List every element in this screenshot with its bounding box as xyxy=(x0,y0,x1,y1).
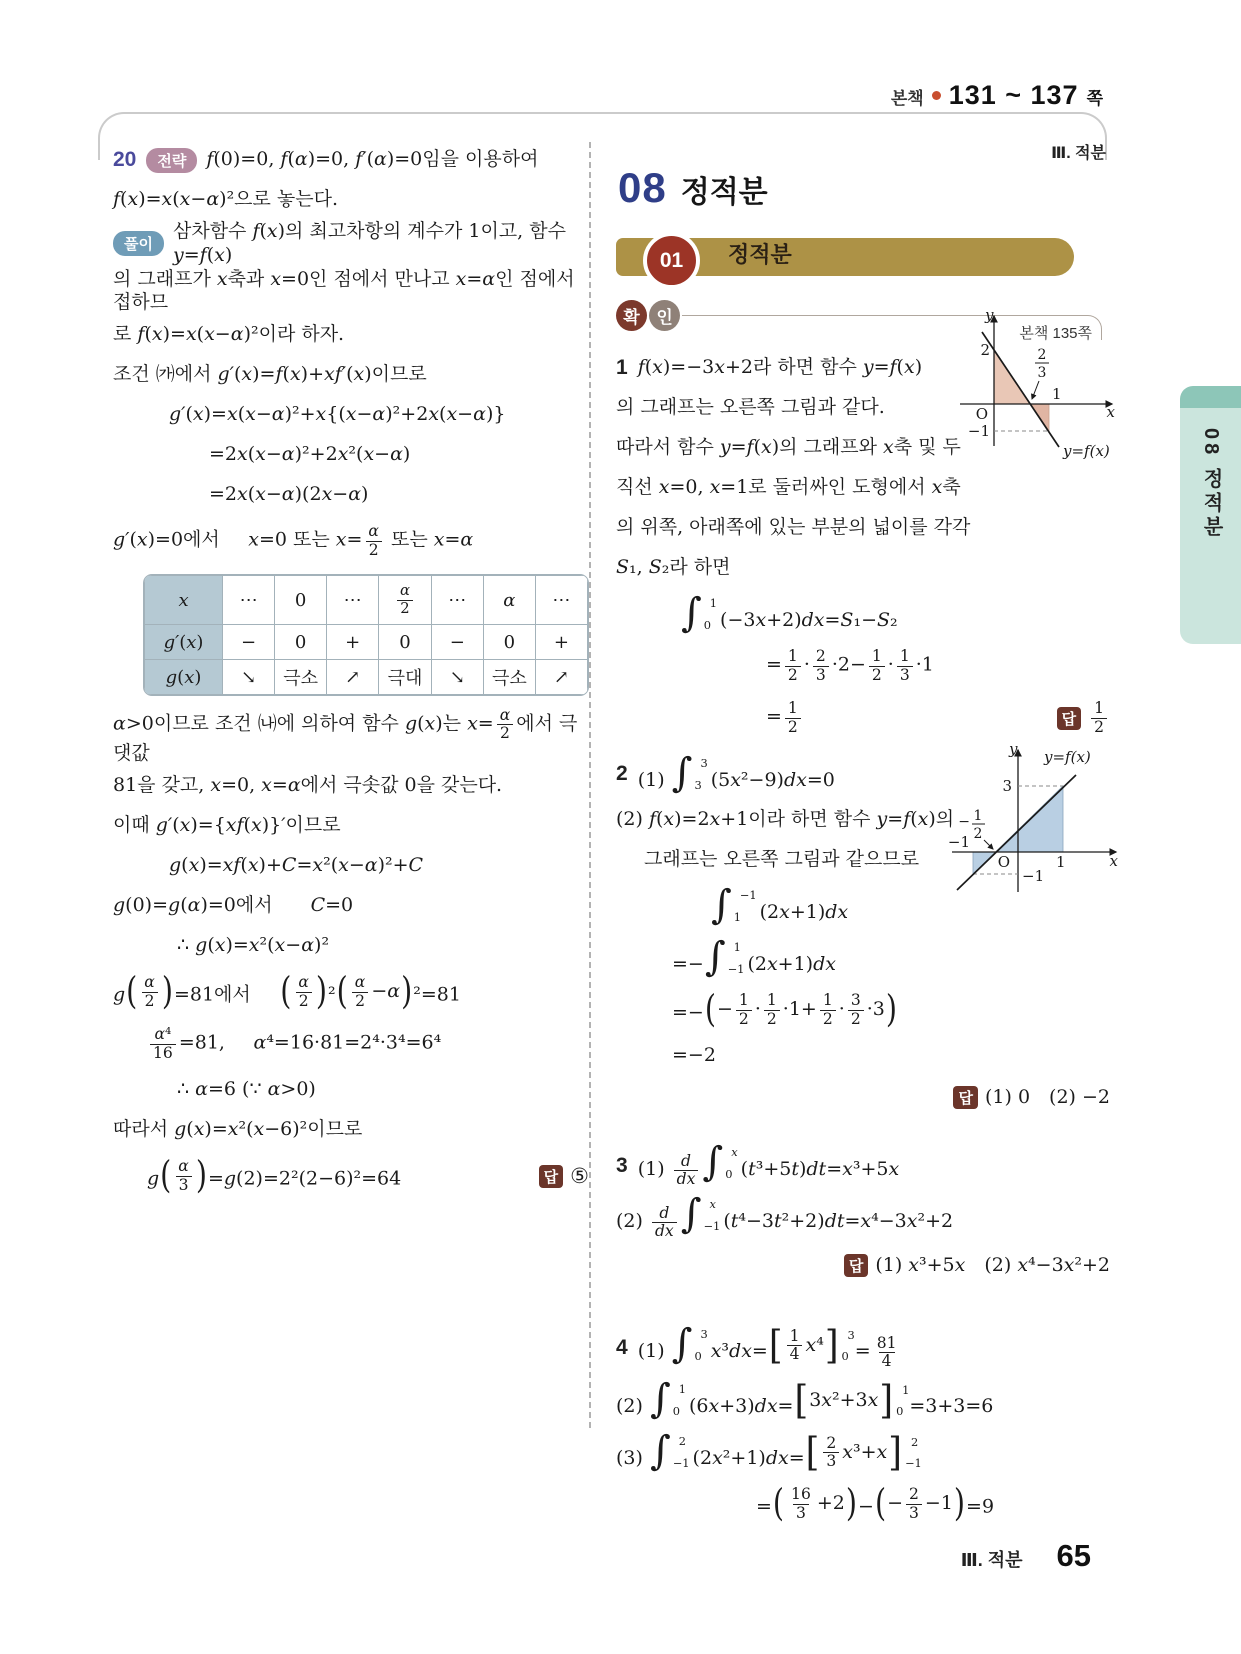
table-cell: ↘ xyxy=(431,660,483,695)
chapter-label: Ⅲ. 적분 xyxy=(1051,145,1106,162)
unit-heading xyxy=(618,164,768,212)
table-cell: 극대 xyxy=(379,660,432,695)
problem20-equation: ∴ g(x)=x²(x−α)² xyxy=(177,934,330,957)
table-cell: 0 xyxy=(275,576,327,625)
table-cell: 0 xyxy=(379,625,432,660)
check-badge-1: 확 xyxy=(616,300,647,331)
table-header-cell: x xyxy=(145,576,223,625)
table-cell: $\frac{\alpha}{2}$ xyxy=(379,576,432,625)
table-cell: + xyxy=(535,625,587,660)
problem20-equation: g′(x)=x(x−α)²+x{(x−α)²+2x(x−α)} xyxy=(169,403,506,426)
answer: 답 $\frac{1}{2}$ xyxy=(1057,700,1110,735)
answer xyxy=(539,1163,589,1189)
frac-two: 2 xyxy=(1037,347,1047,363)
origin-label: O xyxy=(997,853,1010,871)
tick-1: 1 xyxy=(1056,853,1066,871)
problem1-answer-line: = $\frac{1}{2}$ 답 $\frac{1}{2}$ xyxy=(616,692,1110,744)
problem20-line: 의 그래프가 x축과 x=0인 점에서 만나고 x=α인 점에서 접하므 xyxy=(113,267,575,314)
table-cell: ⋯ xyxy=(327,576,379,625)
table-cell: α xyxy=(483,576,535,625)
answer-value: ⑤ xyxy=(570,1163,589,1188)
problem20-line: f(x)=x(x−α)²으로 놓는다. xyxy=(113,188,339,211)
problem20-equation: =2x(x−α)²+2x²(x−α) xyxy=(209,443,411,466)
table-cell: 0 xyxy=(483,625,535,660)
check-book-reference: 본책 135쪽 xyxy=(1019,325,1092,342)
table-cell: ↗ xyxy=(535,660,587,695)
section-number-badge: 01 xyxy=(643,232,700,289)
problem3-line: (2) $\frac{d}{dx}$ ∫ x −1 (t⁴−3t²+2)dt=x⁴−3x²+2 xyxy=(616,1191,954,1240)
math-line: f(0)=0, f(α)=0, f′(α)=0임을 이용하여 xyxy=(206,148,539,171)
table-cell: ↘ xyxy=(223,660,275,695)
problem1-line: 직선 x=0, x=1로 둘러싸인 도형에서 x축 xyxy=(616,476,961,499)
problem2-line: 그래프는 오른쪽 그림과 같으므로 xyxy=(644,848,920,871)
ref-range: 131 ~ 137 xyxy=(948,80,1079,110)
left-column xyxy=(113,140,589,1202)
tick-3: 3 xyxy=(1002,777,1012,795)
y-axis-label: y xyxy=(985,306,994,324)
y-axis-label: y xyxy=(1009,740,1018,758)
problem-4 xyxy=(616,1322,1110,1530)
problem4-line: (3) ∫ 2 −1 (2x²+1)dx= [ $\frac{2}{3}$ x ³+ x ] 2 −1 xyxy=(616,1428,922,1476)
x-axis-label: x xyxy=(1109,852,1118,870)
answer-badge: 답 xyxy=(539,1165,564,1188)
answer-badge: 답 xyxy=(1057,707,1082,730)
problem2-graph xyxy=(946,740,1126,916)
problem20-line: 81을 갖고, x=0, x=α에서 극솟값 0을 갖는다. xyxy=(113,774,503,797)
table-header-cell: g′(x) xyxy=(145,625,223,660)
footer-part-label: Ⅲ. 적분 xyxy=(960,1550,1023,1570)
table-row xyxy=(145,576,588,625)
answer-badge: 답 xyxy=(953,1086,978,1109)
chapter-side-tab xyxy=(1180,386,1241,644)
tick-1: 1 xyxy=(1052,385,1062,403)
variation-table xyxy=(143,574,589,696)
problem2-equation: =− ∫ 1 −1 (2x+1)dx xyxy=(672,934,836,981)
ref-prefix: 본책 xyxy=(890,89,924,108)
table-cell: 극소 xyxy=(483,660,535,695)
problem20-answer-line: g ( $\frac{\alpha}{3}$ ) =g(2)=2²(2−6)²=64 답 ⑤ xyxy=(147,1153,589,1197)
tick-neg1: −1 xyxy=(967,422,990,440)
problem1-number: 1 xyxy=(616,356,628,379)
unit-title: 정적분 xyxy=(680,176,768,209)
table-cell: + xyxy=(327,625,379,660)
problem20-equation: g′(x)=0에서 x=0 또는 x= $\frac{\alpha}{2}$ 또는 x=α xyxy=(113,522,474,559)
problem20-line xyxy=(113,140,589,180)
problem20-equation: g(0)=g(α)=0에서 C=0 xyxy=(113,894,354,917)
frac-two: 2 xyxy=(973,826,983,842)
problem2-line: (2) f(x)=2x+1이라 하면 함수 y=f(x)의 xyxy=(616,808,955,831)
problem20-line: α>0이므로 조건 ㈏에 의하여 함수 g(x)는 x= $\frac{\alpha}{2}$ 에서 극댓값 xyxy=(113,706,578,765)
table-header-cell: g(x) xyxy=(145,660,223,695)
problem1-line: 따라서 함수 y=f(x)의 그래프와 x축 및 두 xyxy=(616,436,961,459)
problem20-line: 풀이 삼차함수 f(x)의 최고차항의 계수가 1이고, 함수 y=f(x) xyxy=(113,220,589,268)
problem20-equation: g(x)=xf(x)+C=x²(x−α)²+C xyxy=(169,854,424,877)
problem2-equation: =− ( − $\frac{1}{2}$ · $\frac{1}{2}$ ·1+ $\frac{1}{2}$ · $\frac{3}{2}$ ·3 ) xyxy=(672,987,897,1031)
tick-2: 2 xyxy=(980,341,990,359)
problem2-equation: =−2 xyxy=(672,1044,716,1067)
table-cell: − xyxy=(431,625,483,660)
problem3-line: 3 (1) $\frac{d}{dx}$ ∫ x 0 (t³+5t)dt=x³+5x xyxy=(616,1139,900,1188)
problem20-equation: $\frac{\text{α⁴}}{16}$ =81, α⁴=16·81=2⁴·3⁴=6⁴ xyxy=(113,1018,589,1070)
column-divider xyxy=(589,142,591,1428)
problem2-equation: ∫ −1 1 (2x+1)dx xyxy=(711,882,849,929)
pointer-arrow xyxy=(984,840,993,849)
problem20-equation: g ( $\frac{\alpha}{2}$ ) =81에서 ( $\frac{\alpha}{2}$ ) ² ( $\frac{\alpha}{2}$ − α ) ²=81 xyxy=(113,969,461,1013)
problem1-line: 의 위쪽, 아래쪽에 있는 부분의 넓이를 각각 xyxy=(616,516,971,539)
problem20-line: 따라서 g(x)=x²(x−6)²이므로 xyxy=(113,1118,363,1141)
problem1-line: 1 f(x)=−3x+2라 하면 함수 y=f(x) xyxy=(616,356,923,379)
unit-number: 08 xyxy=(618,164,667,211)
curve-label: y=f(x) xyxy=(1063,442,1110,460)
problem4-line: (2) ∫ 1 0 (6x+3)dx= [ 3 x ²+3 x ] 1 0 =3+3=6 xyxy=(616,1376,994,1424)
problem1-equation: = $\frac{1}{2}$ · $\frac{2}{3}$ ·2− $\frac{1}{2}$ · $\frac{1}{3}$ ·1 xyxy=(766,647,934,684)
frac-minus: − xyxy=(958,814,970,830)
problem3-number: 3 xyxy=(616,1154,628,1177)
section-bar xyxy=(616,238,1074,276)
table-row xyxy=(145,660,588,695)
tick-neg1-below: −1 xyxy=(1022,867,1045,885)
footer-page-number: 65 xyxy=(1056,1538,1091,1573)
answer-badge: 답 xyxy=(844,1254,869,1277)
strategy-badge: 전략 xyxy=(146,148,197,173)
ref-suffix: 쪽 xyxy=(1086,89,1103,108)
side-tab-cap xyxy=(1180,386,1241,408)
table-cell: 0 xyxy=(275,625,327,660)
problem1-line: 의 그래프는 오른쪽 그림과 같다. xyxy=(616,396,885,419)
problem3-answer-line: 답 (1) x³+5x (2) x⁴−3x²+2 xyxy=(616,1244,1110,1286)
problem1-equation: ∫ 1 0 (−3x+2)dx=S₁−S₂ xyxy=(681,590,898,637)
problem20-number: 20 xyxy=(113,148,137,171)
problem2-number: 2 xyxy=(616,762,628,785)
table-cell: − xyxy=(223,625,275,660)
table-row xyxy=(145,625,588,660)
check-badge-2: 인 xyxy=(649,300,680,331)
problem1-line: S₁, S₂라 하면 xyxy=(616,556,731,579)
table-cell: ⋯ xyxy=(535,576,587,625)
x-axis-label: x xyxy=(1106,403,1115,421)
problem20-line: 이때 g′(x)={xf(x)}′이므로 xyxy=(113,814,341,837)
problem4-number: 4 xyxy=(616,1336,628,1359)
frac-one: 1 xyxy=(973,808,983,824)
problem20-equation: ∴ α=6 (∵ α>0) xyxy=(177,1078,316,1101)
section-title: 정적분 xyxy=(728,242,792,267)
bullet-icon xyxy=(932,91,941,100)
problem2-answer-line: 답 (1) 0 (2) −2 xyxy=(616,1076,1110,1118)
origin-label: O xyxy=(975,405,988,423)
page-footer xyxy=(961,1538,1091,1574)
problem2-line: 2 (1) ∫ 3 3 (5x²−9)dx=0 xyxy=(616,750,835,797)
side-tab-label: 08 정적분 xyxy=(1200,428,1222,540)
table-cell: 극소 xyxy=(275,660,327,695)
table-cell: ⋯ xyxy=(223,576,275,625)
problem20-equation: =2x(x−α)(2x−α) xyxy=(209,483,369,506)
problem20-line: 로 f(x)=x(x−α)²이라 하자. xyxy=(113,323,345,346)
table-cell: ⋯ xyxy=(431,576,483,625)
solution-badge: 풀이 xyxy=(113,231,164,256)
problem1-graph xyxy=(952,306,1128,472)
curve-label: y=f(x) xyxy=(1044,748,1091,766)
pointer-arrow xyxy=(1032,381,1039,399)
table-cell: ↗ xyxy=(327,660,379,695)
problem4-line: 4 (1) ∫ 3 0 x³dx= [ $\frac{1}{4}$ x ⁴ ] 3 0 = $\frac{81}{4}$ xyxy=(616,1321,897,1370)
tick-neg1-left: −1 xyxy=(947,833,970,851)
problem4-line: = ( $\frac{16}{3}$ +2 ) − ( − $\frac{2}{3}$ −1 ) =9 xyxy=(756,1481,995,1525)
problem-3 xyxy=(616,1140,1110,1286)
frac-three: 3 xyxy=(1037,365,1047,381)
book-page-reference xyxy=(891,80,1103,111)
problem20-line: 조건 ㈎에서 g′(x)=f(x)+xf′(x)이므로 xyxy=(113,363,427,386)
